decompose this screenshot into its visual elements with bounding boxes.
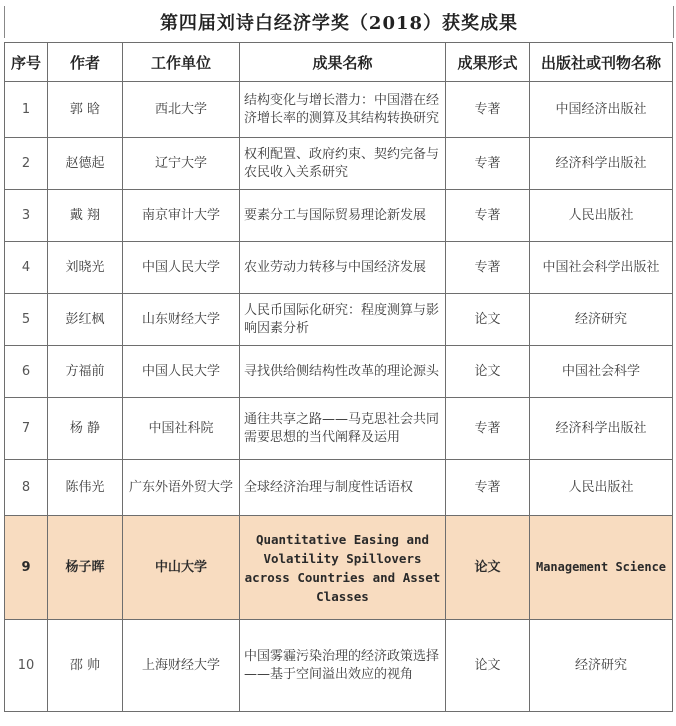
cell-work: 全球经济治理与制度性话语权 (240, 460, 446, 516)
column-header-author: 作者 (48, 43, 123, 82)
cell-author: 杨子晖 (48, 516, 123, 620)
cell-publisher: 中国社会科学出版社 (530, 242, 673, 294)
cell-form: 论文 (446, 346, 530, 398)
cell-author: 郭 晗 (48, 82, 123, 138)
column-header-publisher: 出版社或刊物名称 (530, 43, 673, 82)
cell-unit: 上海财经大学 (123, 620, 240, 712)
cell-author: 彭红枫 (48, 294, 123, 346)
table-row (5, 138, 673, 190)
table-row (5, 190, 673, 242)
cell-form: 专著 (446, 138, 530, 190)
cell-form: 专著 (446, 190, 530, 242)
table-row (5, 294, 673, 346)
table-row-highlighted (5, 516, 673, 620)
document-title: 第四届刘诗白经济学奖（2018）获奖成果 (4, 6, 674, 38)
cell-work: 人民币国际化研究：程度测算与影响因素分析 (240, 294, 446, 346)
cell-publisher: 经济科学出版社 (530, 138, 673, 190)
cell-publisher: 人民出版社 (530, 460, 673, 516)
table-row (5, 242, 673, 294)
cell-form: 论文 (446, 294, 530, 346)
cell-publisher: 经济科学出版社 (530, 398, 673, 460)
cell-work: 权利配置、政府约束、契约完备与农民收入关系研究 (240, 138, 446, 190)
cell-work: 农业劳动力转移与中国经济发展 (240, 242, 446, 294)
table-row (5, 82, 673, 138)
cell-seq: 9 (5, 516, 48, 620)
column-header-seq: 序号 (5, 43, 48, 82)
cell-seq: 4 (5, 242, 48, 294)
cell-unit: 西北大学 (123, 82, 240, 138)
cell-work: 要素分工与国际贸易理论新发展 (240, 190, 446, 242)
cell-form: 论文 (446, 516, 530, 620)
cell-publisher: 中国经济出版社 (530, 82, 673, 138)
cell-seq: 10 (5, 620, 48, 712)
table-header-row (5, 43, 673, 82)
cell-seq: 5 (5, 294, 48, 346)
table-row (5, 620, 673, 712)
cell-form: 专著 (446, 460, 530, 516)
cell-work: 寻找供给侧结构性改革的理论源头 (240, 346, 446, 398)
cell-unit: 山东财经大学 (123, 294, 240, 346)
cell-publisher: 经济研究 (530, 620, 673, 712)
cell-author: 戴 翔 (48, 190, 123, 242)
cell-seq: 8 (5, 460, 48, 516)
cell-work: 通往共享之路——马克思社会共同需要思想的当代阐释及运用 (240, 398, 446, 460)
cell-work: 结构变化与增长潜力：中国潜在经济增长率的测算及其结构转换研究 (240, 82, 446, 138)
cell-author: 杨 静 (48, 398, 123, 460)
cell-author: 方福前 (48, 346, 123, 398)
column-header-unit: 工作单位 (123, 43, 240, 82)
cell-unit: 中国人民大学 (123, 346, 240, 398)
table-row (5, 398, 673, 460)
cell-publisher: 经济研究 (530, 294, 673, 346)
cell-author: 刘晓光 (48, 242, 123, 294)
table-row (5, 346, 673, 398)
cell-unit: 广东外语外贸大学 (123, 460, 240, 516)
cell-seq: 3 (5, 190, 48, 242)
cell-form: 专著 (446, 82, 530, 138)
cell-unit: 中国社科院 (123, 398, 240, 460)
cell-form: 论文 (446, 620, 530, 712)
cell-unit: 南京审计大学 (123, 190, 240, 242)
cell-work: Quantitative Easing and Volatility Spillovers across Countries and Asset Classes (240, 516, 446, 620)
cell-seq: 6 (5, 346, 48, 398)
cell-unit: 中山大学 (123, 516, 240, 620)
cell-author: 陈伟光 (48, 460, 123, 516)
column-header-form: 成果形式 (446, 43, 530, 82)
cell-form: 专著 (446, 242, 530, 294)
cell-publisher: 中国社会科学 (530, 346, 673, 398)
cell-unit: 辽宁大学 (123, 138, 240, 190)
table-row (5, 460, 673, 516)
cell-unit: 中国人民大学 (123, 242, 240, 294)
cell-form: 专著 (446, 398, 530, 460)
cell-seq: 1 (5, 82, 48, 138)
cell-author: 邵 帅 (48, 620, 123, 712)
cell-work: 中国雾霾污染治理的经济政策选择——基于空间溢出效应的视角 (240, 620, 446, 712)
awards-table (4, 42, 673, 712)
cell-publisher: 人民出版社 (530, 190, 673, 242)
cell-publisher: Management Science (530, 516, 673, 620)
cell-seq: 7 (5, 398, 48, 460)
cell-author: 赵德起 (48, 138, 123, 190)
cell-seq: 2 (5, 138, 48, 190)
column-header-work: 成果名称 (240, 43, 446, 82)
